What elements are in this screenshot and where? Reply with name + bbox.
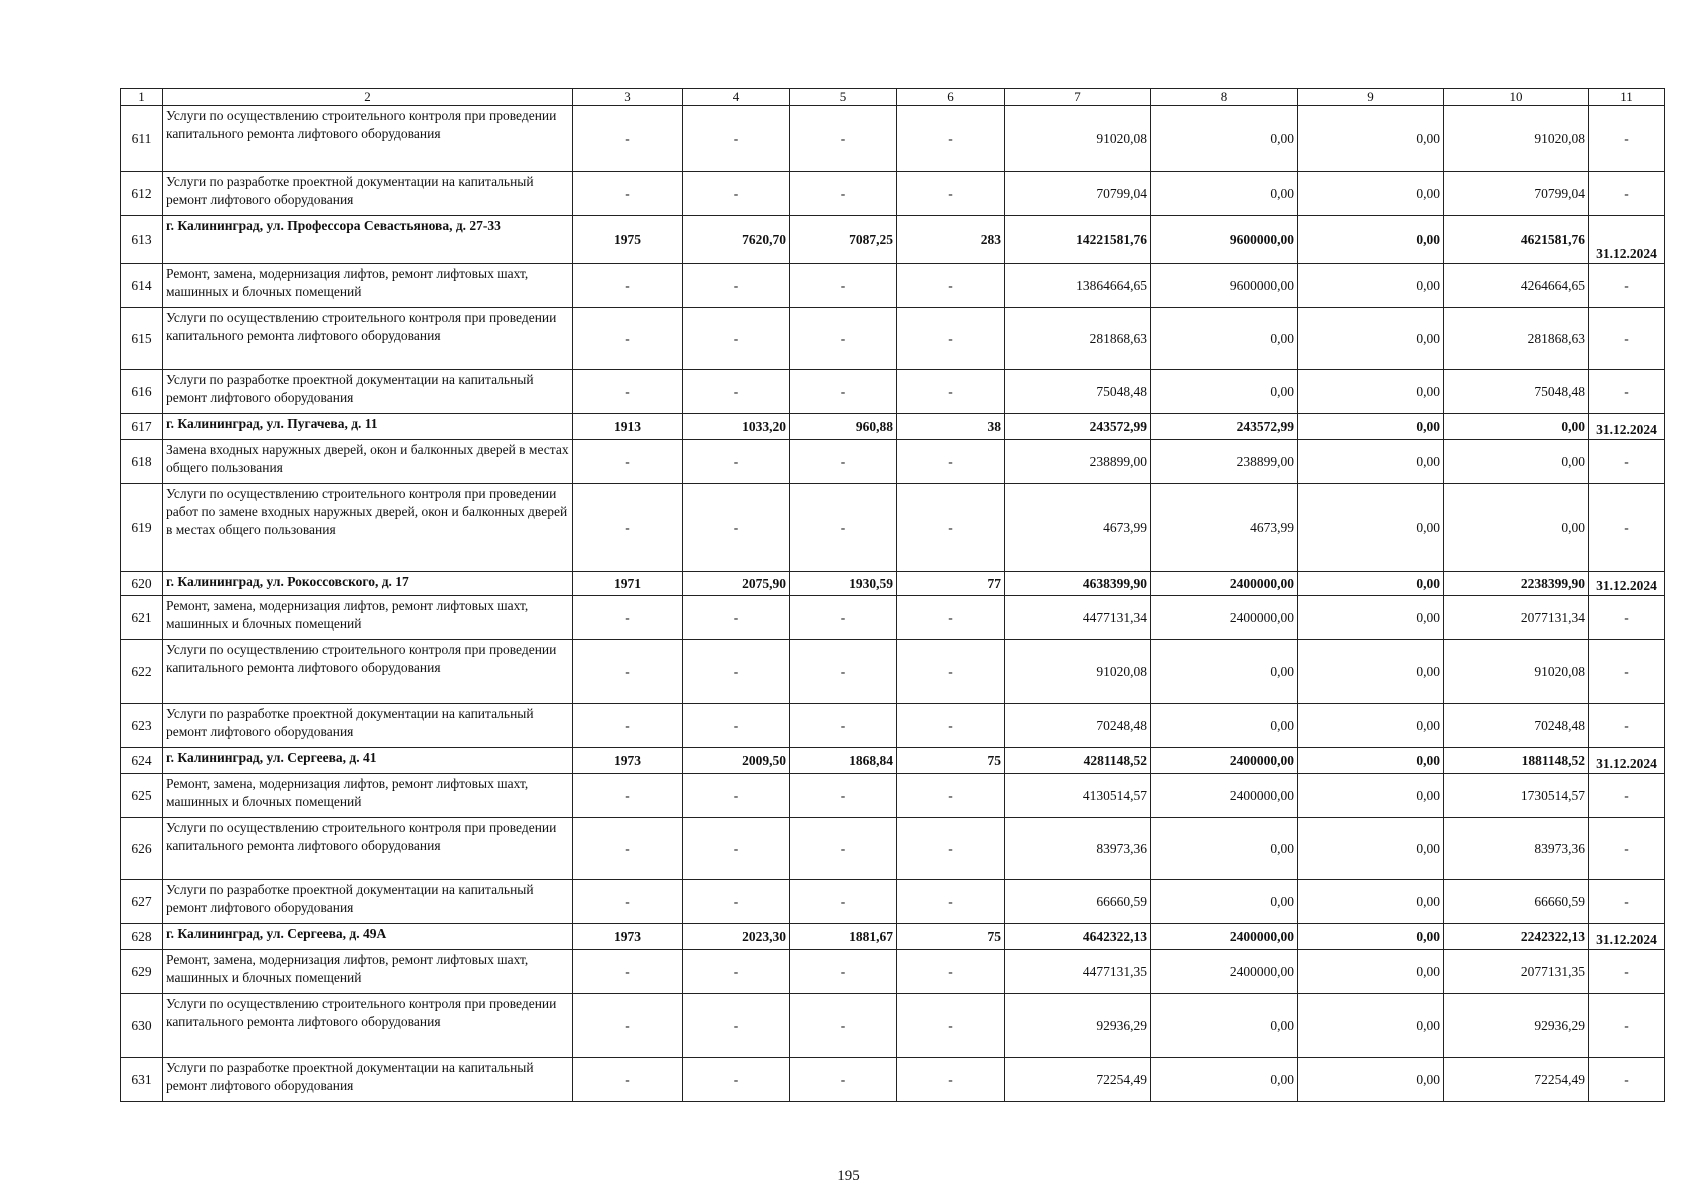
build-year-cell: 1971 bbox=[573, 572, 683, 596]
column-header: 7 bbox=[1005, 89, 1151, 106]
total-area-cell: - bbox=[683, 1058, 790, 1102]
work-row bbox=[121, 484, 1665, 572]
build-year-cell: - bbox=[573, 106, 683, 172]
budget-cost-cell: 0,00 bbox=[1298, 264, 1444, 308]
build-year-cell: - bbox=[573, 596, 683, 640]
owner-cost-cell: 83973,36 bbox=[1444, 818, 1589, 880]
total-cost-cell: 4638399,90 bbox=[1005, 572, 1151, 596]
owner-cost-cell: 0,00 bbox=[1444, 414, 1589, 440]
living-area-cell: - bbox=[790, 308, 897, 370]
residents-count-cell: 77 bbox=[897, 572, 1005, 596]
address-row bbox=[121, 572, 1665, 596]
work-row bbox=[121, 704, 1665, 748]
row-number: 613 bbox=[121, 216, 163, 264]
living-area-cell: - bbox=[790, 994, 897, 1058]
work-row bbox=[121, 106, 1665, 172]
build-year-cell: - bbox=[573, 774, 683, 818]
work-row bbox=[121, 880, 1665, 924]
total-area-cell: 2023,30 bbox=[683, 924, 790, 950]
total-area-cell: - bbox=[683, 370, 790, 414]
total-area-cell: 2009,50 bbox=[683, 748, 790, 774]
total-cost-cell: 4130514,57 bbox=[1005, 774, 1151, 818]
budget-cost-cell: 0,00 bbox=[1298, 414, 1444, 440]
residents-count-cell: 75 bbox=[897, 748, 1005, 774]
owner-cost-cell: 75048,48 bbox=[1444, 370, 1589, 414]
row-number: 615 bbox=[121, 308, 163, 370]
budget-cost-cell: 0,00 bbox=[1298, 774, 1444, 818]
column-header: 8 bbox=[1151, 89, 1298, 106]
residents-count-cell: - bbox=[897, 308, 1005, 370]
total-area-cell: - bbox=[683, 440, 790, 484]
owner-cost-cell: 0,00 bbox=[1444, 440, 1589, 484]
row-number: 629 bbox=[121, 950, 163, 994]
work-description: Услуги по осуществлению строительного контроля при проведении капитального ремонта лифтового оборудования bbox=[163, 640, 573, 704]
budget-cost-cell: 0,00 bbox=[1298, 216, 1444, 264]
work-description: г. Калининград, ул. Пугачева, д. 11 bbox=[163, 414, 573, 440]
completion-date-cell: 31.12.2024 bbox=[1589, 572, 1665, 596]
completion-date-cell: - bbox=[1589, 880, 1665, 924]
row-number: 619 bbox=[121, 484, 163, 572]
page-number: 195 bbox=[837, 1168, 860, 1184]
total-cost-cell: 75048,48 bbox=[1005, 370, 1151, 414]
living-area-cell: - bbox=[790, 370, 897, 414]
residents-count-cell: - bbox=[897, 370, 1005, 414]
row-number: 628 bbox=[121, 924, 163, 950]
build-year-cell: 1973 bbox=[573, 748, 683, 774]
budget-cost-cell: 0,00 bbox=[1298, 440, 1444, 484]
column-header: 1 bbox=[121, 89, 163, 106]
fund-cost-cell: 238899,00 bbox=[1151, 440, 1298, 484]
work-description: Услуги по осуществлению строительного контроля при проведении капитального ремонта лифтового оборудования bbox=[163, 308, 573, 370]
build-year-cell: - bbox=[573, 172, 683, 216]
owner-cost-cell: 70799,04 bbox=[1444, 172, 1589, 216]
build-year-cell: - bbox=[573, 308, 683, 370]
living-area-cell: 7087,25 bbox=[790, 216, 897, 264]
living-area-cell: - bbox=[790, 264, 897, 308]
fund-cost-cell: 243572,99 bbox=[1151, 414, 1298, 440]
fund-cost-cell: 4673,99 bbox=[1151, 484, 1298, 572]
work-row bbox=[121, 308, 1665, 370]
total-cost-cell: 70248,48 bbox=[1005, 704, 1151, 748]
fund-cost-cell: 2400000,00 bbox=[1151, 572, 1298, 596]
column-header: 4 bbox=[683, 89, 790, 106]
total-area-cell: 2075,90 bbox=[683, 572, 790, 596]
fund-cost-cell: 0,00 bbox=[1151, 994, 1298, 1058]
completion-date-cell: - bbox=[1589, 440, 1665, 484]
living-area-cell: - bbox=[790, 774, 897, 818]
budget-cost-cell: 0,00 bbox=[1298, 880, 1444, 924]
living-area-cell: - bbox=[790, 106, 897, 172]
completion-date-cell: 31.12.2024 bbox=[1589, 216, 1665, 264]
owner-cost-cell: 4264664,65 bbox=[1444, 264, 1589, 308]
build-year-cell: 1913 bbox=[573, 414, 683, 440]
column-header: 2 bbox=[163, 89, 573, 106]
total-cost-cell: 13864664,65 bbox=[1005, 264, 1151, 308]
total-cost-cell: 70799,04 bbox=[1005, 172, 1151, 216]
owner-cost-cell: 91020,08 bbox=[1444, 640, 1589, 704]
completion-date-cell: - bbox=[1589, 950, 1665, 994]
row-number: 623 bbox=[121, 704, 163, 748]
total-cost-cell: 4281148,52 bbox=[1005, 748, 1151, 774]
total-area-cell: - bbox=[683, 704, 790, 748]
build-year-cell: - bbox=[573, 704, 683, 748]
row-number: 617 bbox=[121, 414, 163, 440]
build-year-cell: - bbox=[573, 440, 683, 484]
living-area-cell: - bbox=[790, 484, 897, 572]
total-area-cell: - bbox=[683, 640, 790, 704]
work-row bbox=[121, 264, 1665, 308]
owner-cost-cell: 2238399,90 bbox=[1444, 572, 1589, 596]
owner-cost-cell: 91020,08 bbox=[1444, 106, 1589, 172]
completion-date-cell: - bbox=[1589, 774, 1665, 818]
total-cost-cell: 72254,49 bbox=[1005, 1058, 1151, 1102]
living-area-cell: 1881,67 bbox=[790, 924, 897, 950]
total-cost-cell: 281868,63 bbox=[1005, 308, 1151, 370]
living-area-cell: - bbox=[790, 172, 897, 216]
total-area-cell: - bbox=[683, 880, 790, 924]
work-row bbox=[121, 1058, 1665, 1102]
living-area-cell: - bbox=[790, 440, 897, 484]
total-area-cell: - bbox=[683, 774, 790, 818]
total-cost-cell: 66660,59 bbox=[1005, 880, 1151, 924]
budget-cost-cell: 0,00 bbox=[1298, 640, 1444, 704]
work-description: Услуги по разработке проектной документации на капитальный ремонт лифтового оборудования bbox=[163, 880, 573, 924]
column-header: 5 bbox=[790, 89, 897, 106]
total-cost-cell: 91020,08 bbox=[1005, 640, 1151, 704]
total-area-cell: 1033,20 bbox=[683, 414, 790, 440]
build-year-cell: 1975 bbox=[573, 216, 683, 264]
row-number: 627 bbox=[121, 880, 163, 924]
residents-count-cell: - bbox=[897, 264, 1005, 308]
fund-cost-cell: 0,00 bbox=[1151, 1058, 1298, 1102]
row-number: 616 bbox=[121, 370, 163, 414]
row-number: 612 bbox=[121, 172, 163, 216]
work-row bbox=[121, 640, 1665, 704]
total-area-cell: - bbox=[683, 994, 790, 1058]
row-number: 630 bbox=[121, 994, 163, 1058]
residents-count-cell: - bbox=[897, 950, 1005, 994]
row-number: 611 bbox=[121, 106, 163, 172]
residents-count-cell: - bbox=[897, 106, 1005, 172]
column-header: 11 bbox=[1589, 89, 1665, 106]
total-cost-cell: 4477131,35 bbox=[1005, 950, 1151, 994]
completion-date-cell: 31.12.2024 bbox=[1589, 414, 1665, 440]
completion-date-cell: - bbox=[1589, 818, 1665, 880]
residents-count-cell: - bbox=[897, 440, 1005, 484]
work-row bbox=[121, 994, 1665, 1058]
completion-date-cell: - bbox=[1589, 370, 1665, 414]
completion-date-cell: - bbox=[1589, 640, 1665, 704]
total-area-cell: 7620,70 bbox=[683, 216, 790, 264]
completion-date-cell: - bbox=[1589, 172, 1665, 216]
budget-cost-cell: 0,00 bbox=[1298, 484, 1444, 572]
fund-cost-cell: 0,00 bbox=[1151, 880, 1298, 924]
owner-cost-cell: 281868,63 bbox=[1444, 308, 1589, 370]
fund-cost-cell: 9600000,00 bbox=[1151, 216, 1298, 264]
build-year-cell: - bbox=[573, 264, 683, 308]
total-cost-cell: 238899,00 bbox=[1005, 440, 1151, 484]
living-area-cell: - bbox=[790, 596, 897, 640]
row-number: 618 bbox=[121, 440, 163, 484]
budget-cost-cell: 0,00 bbox=[1298, 1058, 1444, 1102]
budget-cost-cell: 0,00 bbox=[1298, 924, 1444, 950]
row-number: 620 bbox=[121, 572, 163, 596]
total-cost-cell: 14221581,76 bbox=[1005, 216, 1151, 264]
build-year-cell: - bbox=[573, 640, 683, 704]
living-area-cell: - bbox=[790, 880, 897, 924]
work-description: Услуги по разработке проектной документации на капитальный ремонт лифтового оборудования bbox=[163, 172, 573, 216]
residents-count-cell: - bbox=[897, 1058, 1005, 1102]
work-description: г. Калининград, ул. Сергеева, д. 49А bbox=[163, 924, 573, 950]
work-description: Ремонт, замена, модернизация лифтов, ремонт лифтовых шахт, машинных и блочных помещений bbox=[163, 950, 573, 994]
build-year-cell: - bbox=[573, 1058, 683, 1102]
row-number: 614 bbox=[121, 264, 163, 308]
residents-count-cell: - bbox=[897, 640, 1005, 704]
budget-cost-cell: 0,00 bbox=[1298, 370, 1444, 414]
work-description: г. Калининград, ул. Рокоссовского, д. 17 bbox=[163, 572, 573, 596]
build-year-cell: - bbox=[573, 484, 683, 572]
budget-cost-cell: 0,00 bbox=[1298, 106, 1444, 172]
completion-date-cell: - bbox=[1589, 264, 1665, 308]
column-header: 3 bbox=[573, 89, 683, 106]
living-area-cell: 1868,84 bbox=[790, 748, 897, 774]
build-year-cell: - bbox=[573, 994, 683, 1058]
work-description: г. Калининград, ул. Профессора Севастьянова, д. 27-33 bbox=[163, 216, 573, 264]
completion-date-cell: - bbox=[1589, 308, 1665, 370]
total-cost-cell: 4673,99 bbox=[1005, 484, 1151, 572]
row-number: 625 bbox=[121, 774, 163, 818]
budget-cost-cell: 0,00 bbox=[1298, 596, 1444, 640]
fund-cost-cell: 0,00 bbox=[1151, 370, 1298, 414]
owner-cost-cell: 2242322,13 bbox=[1444, 924, 1589, 950]
address-row bbox=[121, 924, 1665, 950]
completion-date-cell: - bbox=[1589, 704, 1665, 748]
residents-count-cell: 283 bbox=[897, 216, 1005, 264]
residents-count-cell: - bbox=[897, 818, 1005, 880]
residents-count-cell: - bbox=[897, 704, 1005, 748]
completion-date-cell: - bbox=[1589, 484, 1665, 572]
row-number: 626 bbox=[121, 818, 163, 880]
work-description: Услуги по разработке проектной документации на капитальный ремонт лифтового оборудования bbox=[163, 704, 573, 748]
residents-count-cell: - bbox=[897, 596, 1005, 640]
fund-cost-cell: 2400000,00 bbox=[1151, 950, 1298, 994]
address-row bbox=[121, 216, 1665, 264]
works-table bbox=[120, 88, 1665, 1102]
fund-cost-cell: 0,00 bbox=[1151, 106, 1298, 172]
residents-count-cell: - bbox=[897, 774, 1005, 818]
completion-date-cell: - bbox=[1589, 596, 1665, 640]
work-row bbox=[121, 950, 1665, 994]
work-description: Ремонт, замена, модернизация лифтов, ремонт лифтовых шахт, машинных и блочных помещений bbox=[163, 774, 573, 818]
total-cost-cell: 4477131,34 bbox=[1005, 596, 1151, 640]
work-description: Ремонт, замена, модернизация лифтов, ремонт лифтовых шахт, машинных и блочных помещений bbox=[163, 596, 573, 640]
completion-date-cell: - bbox=[1589, 1058, 1665, 1102]
work-description: Ремонт, замена, модернизация лифтов, ремонт лифтовых шахт, машинных и блочных помещений bbox=[163, 264, 573, 308]
address-row bbox=[121, 748, 1665, 774]
work-row bbox=[121, 774, 1665, 818]
column-header: 6 bbox=[897, 89, 1005, 106]
budget-cost-cell: 0,00 bbox=[1298, 818, 1444, 880]
total-area-cell: - bbox=[683, 484, 790, 572]
total-area-cell: - bbox=[683, 106, 790, 172]
column-header: 9 bbox=[1298, 89, 1444, 106]
budget-cost-cell: 0,00 bbox=[1298, 308, 1444, 370]
owner-cost-cell: 70248,48 bbox=[1444, 704, 1589, 748]
owner-cost-cell: 1730514,57 bbox=[1444, 774, 1589, 818]
total-cost-cell: 91020,08 bbox=[1005, 106, 1151, 172]
fund-cost-cell: 0,00 bbox=[1151, 640, 1298, 704]
budget-cost-cell: 0,00 bbox=[1298, 994, 1444, 1058]
fund-cost-cell: 2400000,00 bbox=[1151, 774, 1298, 818]
column-header: 10 bbox=[1444, 89, 1589, 106]
work-description: Услуги по разработке проектной документации на капитальный ремонт лифтового оборудования bbox=[163, 1058, 573, 1102]
owner-cost-cell: 4621581,76 bbox=[1444, 216, 1589, 264]
living-area-cell: - bbox=[790, 818, 897, 880]
residents-count-cell: - bbox=[897, 880, 1005, 924]
total-area-cell: - bbox=[683, 264, 790, 308]
build-year-cell: 1973 bbox=[573, 924, 683, 950]
work-row bbox=[121, 172, 1665, 216]
row-number: 631 bbox=[121, 1058, 163, 1102]
living-area-cell: - bbox=[790, 1058, 897, 1102]
living-area-cell: - bbox=[790, 950, 897, 994]
budget-cost-cell: 0,00 bbox=[1298, 748, 1444, 774]
total-cost-cell: 83973,36 bbox=[1005, 818, 1151, 880]
work-row bbox=[121, 818, 1665, 880]
residents-count-cell: - bbox=[897, 172, 1005, 216]
total-cost-cell: 92936,29 bbox=[1005, 994, 1151, 1058]
work-description: Услуги по осуществлению строительного контроля при проведении капитального ремонта лифтового оборудования bbox=[163, 818, 573, 880]
fund-cost-cell: 2400000,00 bbox=[1151, 748, 1298, 774]
column-number-row bbox=[121, 89, 1665, 106]
work-row bbox=[121, 596, 1665, 640]
build-year-cell: - bbox=[573, 818, 683, 880]
total-area-cell: - bbox=[683, 818, 790, 880]
row-number: 624 bbox=[121, 748, 163, 774]
completion-date-cell: 31.12.2024 bbox=[1589, 924, 1665, 950]
living-area-cell: 1930,59 bbox=[790, 572, 897, 596]
work-row bbox=[121, 440, 1665, 484]
total-area-cell: - bbox=[683, 308, 790, 370]
residents-count-cell: - bbox=[897, 484, 1005, 572]
work-description: г. Калининград, ул. Сергеева, д. 41 bbox=[163, 748, 573, 774]
completion-date-cell: 31.12.2024 bbox=[1589, 748, 1665, 774]
row-number: 621 bbox=[121, 596, 163, 640]
living-area-cell: 960,88 bbox=[790, 414, 897, 440]
completion-date-cell: - bbox=[1589, 106, 1665, 172]
build-year-cell: - bbox=[573, 880, 683, 924]
residents-count-cell: 75 bbox=[897, 924, 1005, 950]
owner-cost-cell: 0,00 bbox=[1444, 484, 1589, 572]
work-description: Замена входных наружных дверей, окон и балконных дверей в местах общего пользования bbox=[163, 440, 573, 484]
work-description: Услуги по осуществлению строительного контроля при проведении капитального ремонта лифтового оборудования bbox=[163, 106, 573, 172]
fund-cost-cell: 9600000,00 bbox=[1151, 264, 1298, 308]
completion-date-cell: - bbox=[1589, 994, 1665, 1058]
fund-cost-cell: 2400000,00 bbox=[1151, 596, 1298, 640]
budget-cost-cell: 0,00 bbox=[1298, 572, 1444, 596]
work-row bbox=[121, 370, 1665, 414]
work-description: Услуги по осуществлению строительного контроля при проведении работ по замене входных наружных дверей, окон и балконных дверей в местах общего пользования bbox=[163, 484, 573, 572]
fund-cost-cell: 0,00 bbox=[1151, 704, 1298, 748]
work-description: Услуги по разработке проектной документации на капитальный ремонт лифтового оборудования bbox=[163, 370, 573, 414]
address-row bbox=[121, 414, 1665, 440]
owner-cost-cell: 2077131,35 bbox=[1444, 950, 1589, 994]
fund-cost-cell: 0,00 bbox=[1151, 818, 1298, 880]
owner-cost-cell: 92936,29 bbox=[1444, 994, 1589, 1058]
build-year-cell: - bbox=[573, 950, 683, 994]
total-cost-cell: 243572,99 bbox=[1005, 414, 1151, 440]
fund-cost-cell: 2400000,00 bbox=[1151, 924, 1298, 950]
fund-cost-cell: 0,00 bbox=[1151, 308, 1298, 370]
owner-cost-cell: 2077131,34 bbox=[1444, 596, 1589, 640]
row-number: 622 bbox=[121, 640, 163, 704]
total-area-cell: - bbox=[683, 596, 790, 640]
owner-cost-cell: 1881148,52 bbox=[1444, 748, 1589, 774]
residents-count-cell: 38 bbox=[897, 414, 1005, 440]
residents-count-cell: - bbox=[897, 994, 1005, 1058]
owner-cost-cell: 72254,49 bbox=[1444, 1058, 1589, 1102]
living-area-cell: - bbox=[790, 704, 897, 748]
build-year-cell: - bbox=[573, 370, 683, 414]
total-cost-cell: 4642322,13 bbox=[1005, 924, 1151, 950]
fund-cost-cell: 0,00 bbox=[1151, 172, 1298, 216]
living-area-cell: - bbox=[790, 640, 897, 704]
budget-cost-cell: 0,00 bbox=[1298, 172, 1444, 216]
work-description: Услуги по осуществлению строительного контроля при проведении капитального ремонта лифтового оборудования bbox=[163, 994, 573, 1058]
budget-cost-cell: 0,00 bbox=[1298, 704, 1444, 748]
budget-cost-cell: 0,00 bbox=[1298, 950, 1444, 994]
owner-cost-cell: 66660,59 bbox=[1444, 880, 1589, 924]
total-area-cell: - bbox=[683, 950, 790, 994]
total-area-cell: - bbox=[683, 172, 790, 216]
